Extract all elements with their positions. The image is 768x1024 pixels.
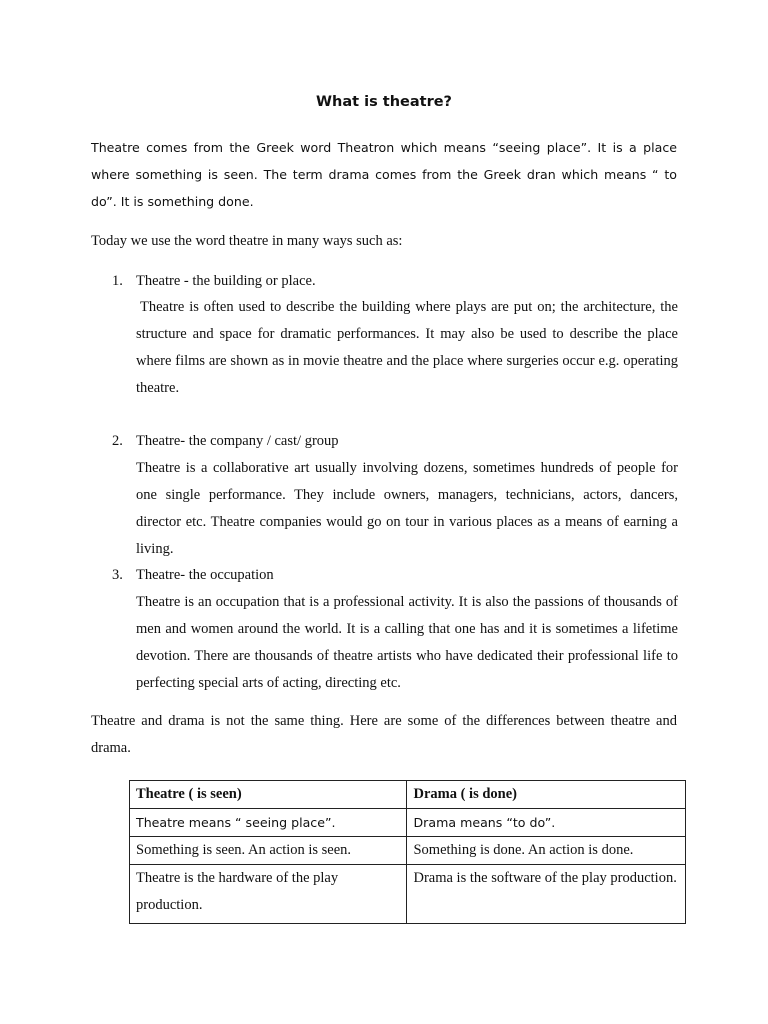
list-heading: Theatre- the occupation xyxy=(136,567,274,583)
table-header-row xyxy=(130,781,686,809)
list-number: 1. xyxy=(112,273,123,289)
table-row xyxy=(130,865,686,924)
table-cell: Something is done. An action is done. xyxy=(407,837,686,865)
table-cell: Theatre is the hardware of the play production. xyxy=(130,865,407,924)
list-heading: Theatre- the company / cast/ group xyxy=(136,433,339,449)
today-paragraph: Today we use the word theatre in many ways such as: xyxy=(91,233,403,249)
comparison-table xyxy=(129,780,686,924)
list-body: Theatre is a collaborative art usually involving dozens, sometimes hundreds of people for one single performance. They include owners, managers, technicians, actors, dancers, director etc. Theatre companies would go on tour in various places as a means of earning a living. xyxy=(136,460,678,557)
page-title: What is theatre? xyxy=(316,94,452,110)
table-row xyxy=(130,809,686,837)
differences-paragraph: Theatre and drama is not the same thing. Here are some of the differences between theatre and drama. xyxy=(91,713,677,756)
list-number: 2. xyxy=(112,433,123,449)
table-cell: Drama means “to do”. xyxy=(407,809,686,837)
table-header-drama: Drama ( is done) xyxy=(407,781,686,809)
list-heading: Theatre - the building or place. xyxy=(136,273,316,289)
table-cell: Theatre means “ seeing place”. xyxy=(130,809,407,837)
list-body: Theatre is an occupation that is a professional activity. It is also the passions of thousands of men and women around the world. It is a calling that one has and it is sometimes a lifetime devotion. There are thousands of theatre artists who have dedicated their professional life to perfecting special arts of acting, directing etc. xyxy=(136,594,678,691)
list-body: Theatre is often used to describe the building where plays are put on; the architecture, the structure and space for dramatic performances. It may also be used to describe the place where films are shown as in movie theatre and the place where surgeries occur e.g. operating theatre. xyxy=(136,299,678,396)
list-number: 3. xyxy=(112,567,123,583)
table-header-theatre: Theatre ( is seen) xyxy=(130,781,407,809)
intro-paragraph: Theatre comes from the Greek word Theatron which means “seeing place”. It is a place where something is seen. The term drama comes from the Greek dran which means “ to do”. It is something done. xyxy=(91,140,677,209)
table-cell: Drama is the software of the play production. xyxy=(407,865,686,924)
table-cell: Something is seen. An action is seen. xyxy=(130,837,407,865)
table-row xyxy=(130,837,686,865)
